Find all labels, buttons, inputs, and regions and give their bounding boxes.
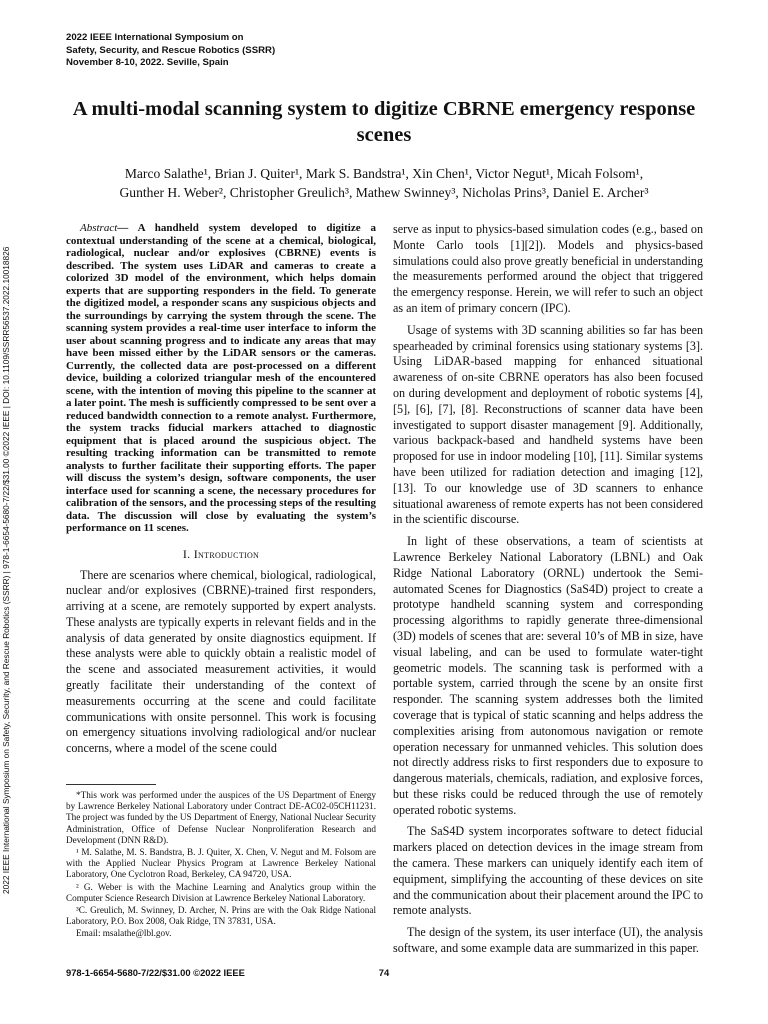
footnote: Email: msalathe@lbl.gov. <box>76 928 172 939</box>
body-paragraph: The design of the system, its user interface (UI), the analysis software, and some example data are summarized in this paper. <box>393 925 703 956</box>
footnote-rule <box>66 784 156 785</box>
body-paragraph: serve as input to physics-based simulation codes (e.g., based on Monte Carlo tools [1][2]). Models and physics-based simulations could also prove greatly beneficial in understanding the measurements performed around the object that triggered the emergency response. Herein, we will refer to such an object as an item of primary concern (IPC). <box>393 222 703 315</box>
body-paragraph: In light of these observations, a team of scientists at Lawrence Berkeley National Laboratory (LBNL) and Oak Ridge National Laboratory (ORNL) undertook the Semi-automated Scenes for Diagnostics (SaS4D) project to create a prototype handheld scanning system and corresponding processing algorithms to rapidly generate three-dimensional (3D) models of scenes that are: several 10’s of MB in size, have visual labeling, and can be used to formulate water-tight geometric models. The scanning task is performed with a portable system, carried through the scene by an onsite first responder. The scanning system addresses both the limited coverage that is typical of static scanning and helps address the complexities arising from autonomous navigation or remote operation necessary for unmanned vehicles. This solution does not directly address risks to first responders due to exposure to dangerous materials, chemicals, radiation, and explosive forces, but these risks could be reduced through the use of remotely operated robotic systems. <box>393 534 703 817</box>
body-paragraph: The SaS4D system incorporates software to detect fiducial markers placed on detection devices in the image stream from the camera. These markers can uniquely identify each item of equipment, simplifying the accounting of these devices on site and the communication about their placement around the IPC to remote analysts. <box>393 824 703 918</box>
footnotes <box>66 790 376 941</box>
body-paragraph: Usage of systems with 3D scanning abilities so far has been spearheaded by criminal forensics using stationary systems [3]. Using LiDAR-based mapping for enhanced situational awareness of on-site CBRNE operators has also been focused on during development and deployment of robotic systems [4], [5], [6], [7], [8]. Reconstructions of scanner data have been investigated to support disaster management [9]. Additionally, various backpack-based and handheld systems have been proposed for use in indoor modeling [10], [11]. Similar systems have been utilized for radiation detection and imaging [12], [13]. To our knowledge use of 3D scanners to enhance situational awareness of remote experts has not been considered in the scientific discourse. <box>393 322 703 527</box>
doi-sidebar: 2022 IEEE International Symposium on Safety, Security, and Rescue Robotics (SSRR) | 978-1-6654-5680-7/22/$31.00 ©2022 IEEE | DOI: 10.1109/SSRR56537.2022.10018826 <box>1 246 11 894</box>
paper-title: A multi-modal scanning system to digitize CBRNE emergency response scenes <box>72 98 696 146</box>
conference-header <box>66 32 466 70</box>
abstract-text: — A handheld system developed to digitize a contextual understanding of the scene at a chemical, biological, radiological, nuclear and/or explosives (CBRNE) events is described. The system uses LiDAR and cameras to create a colorized 3D model of the environment, which helps domain experts that are supporting responders in the field. To generate the digitized model, a responder scans any suspicious objects and the surroundings by carrying the system through the scene. The scanning system provides a real-time user interface to inform the user about scanning progress and to indicate any areas that may have been missed either by the LiDAR sensors or the cameras. Currently, the collected data are post-processed on a different device, building a colorized triangular mesh of the encountered scene, with the intention of moving this pipeline to the scanner at a later point. The mesh is sufficiently compressed to be sent over a reduced bandwidth connection to a remote analyst. Furthermore, the system tracks fiducial markers attached to diagnostic equipment that is placed around the suspicious object. The resulting tracking information can be transmitted to remote analysts to further facilitate their supporting efforts. The paper will discuss the system’s design, software components, the user interface used for scanning a scene, the necessary procedures for calibration of the sensors, and the processing steps of the resulting data. The discussion will close by evaluating the system’s performance on 11 scenes. <box>66 222 376 534</box>
section-heading: I. Introduction <box>182 546 260 561</box>
author-list <box>70 164 698 202</box>
left-column <box>66 222 376 763</box>
conference-line: Safety, Security, and Rescue Robotics (SSRR) <box>66 44 276 56</box>
right-column <box>393 222 703 963</box>
author-line: Gunther H. Weber², Christopher Greulich³, Mathew Swinney³, Nicholas Prins³, Daniel E. Archer³ <box>119 185 649 200</box>
conference-line: 2022 IEEE International Symposium on <box>66 32 244 43</box>
footnote: *This work was performed under the auspices of the US Department of Energy by Lawrence Berkeley National Laboratory under Contract DE-AC02-05CH11231. The project was funded by the US Department of Energy, National Nuclear Security Administration, Office of Defense Nuclear Nonproliferation Research and Development (DNN R&D). <box>66 790 376 845</box>
body-paragraph: There are scenarios where chemical, biological, radiological, nuclear and/or explosives (CBRNE)-trained first responders, arriving at a scene, are remotely supported by expert analysts. These analysts are typically experts in relevant fields and in the analysis of data generated by onsite diagnostics equipment. If these analysts were able to quickly obtain a realistic model of the scene and associated measurement activities, it would greatly facilitate their understanding of the context of measurements occurring at the scene and could facilitate communications with onsite personnel. This work is focusing on emergency situations involving radiological and/or nuclear concerns, where a model of the scene could <box>66 567 376 756</box>
abstract <box>66 222 376 535</box>
abstract-label: Abstract <box>80 222 118 234</box>
footnote: ² G. Weber is with the Machine Learning and Analytics group within the Computer Science Research Division at Lawrence Berkeley National Laboratory. <box>66 881 376 903</box>
conference-line: November 8-10, 2022. Seville, Spain <box>66 57 229 69</box>
isbn-footer: 978-1-6654-5680-7/22/$31.00 ©2022 IEEE <box>66 967 245 978</box>
footnote: ¹ M. Salathe, M. S. Bandstra, B. J. Quiter, X. Chen, V. Negut and M. Folsom are with the Applied Nuclear Physics Program at Lawrence Berkeley National Laboratory, One Cyclotron Road, Berkeley, CA 94720, USA. <box>66 847 376 880</box>
page-number: 74 <box>378 967 390 978</box>
author-line: Marco Salathe¹, Brian J. Quiter¹, Mark S. Bandstra¹, Xin Chen¹, Victor Negut¹, Micah Folsom¹, <box>124 166 644 181</box>
footnote: ³C. Greulich, M. Swinney, D. Archer, N. Prins are with the Oak Ridge National Laboratory, P.O. Box 2008, Oak Ridge, TN 37831, USA. <box>66 905 376 927</box>
